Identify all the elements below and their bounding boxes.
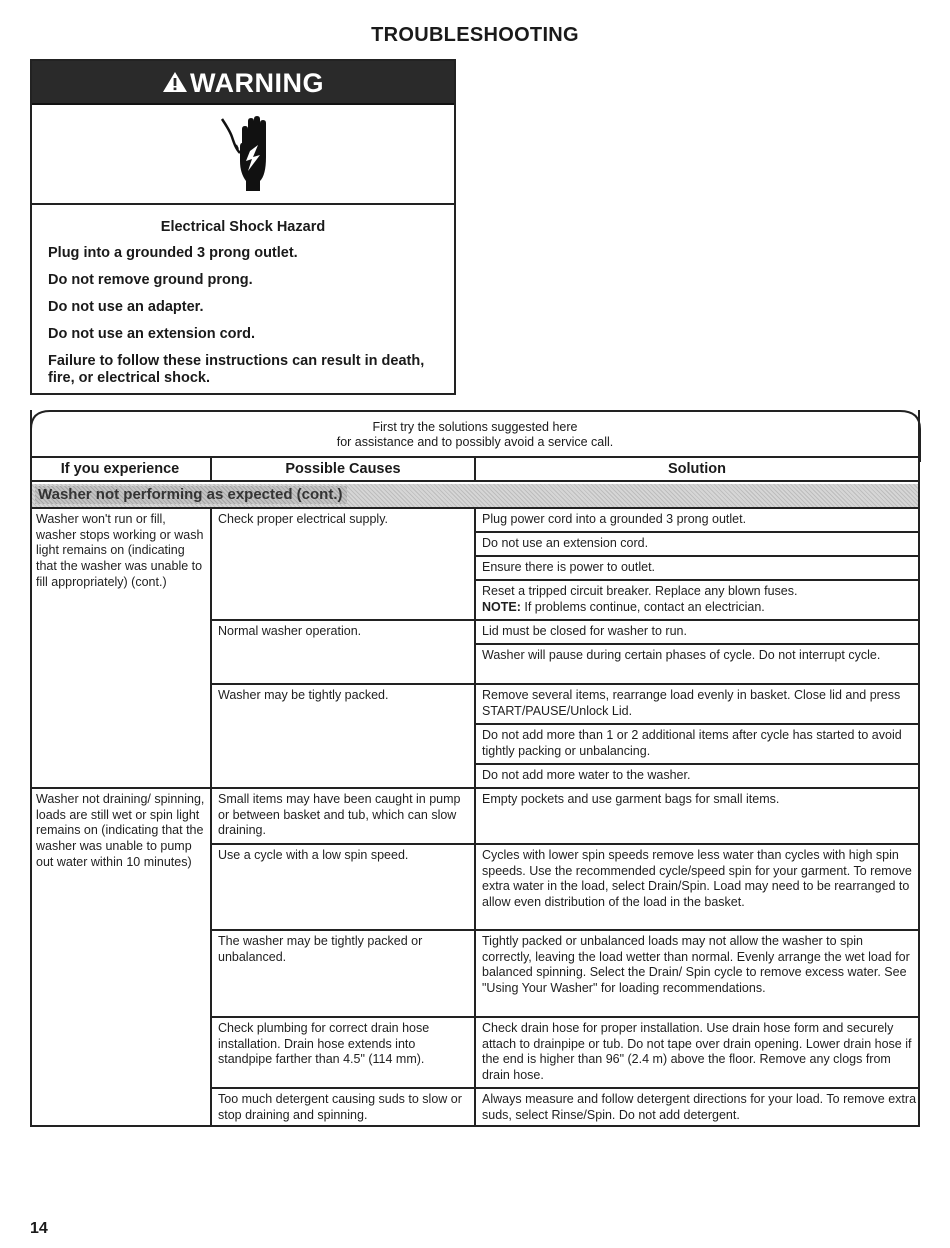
note-label: NOTE: <box>482 599 521 614</box>
warning-box <box>30 59 456 395</box>
solution-text: Lid must be closed for washer to run. <box>482 624 687 638</box>
cause-text: Check plumbing for correct drain hose installation. Drain hose extends into standpipe farther than 4.5" (114 mm). <box>218 1021 430 1067</box>
cause-text: Too much detergent causing suds to slow or stop draining and spinning. <box>218 1092 462 1122</box>
solution-text: Do not add more water to the washer. <box>482 768 691 782</box>
solution-text: Plug power cord into a grounded 3 prong outlet. <box>482 512 747 526</box>
solution-text: Do not use an extension cord. <box>482 536 649 550</box>
warning-line: Plug into a grounded 3 prong outlet. <box>48 245 298 261</box>
solution-separator <box>475 531 920 533</box>
cause-text: Washer may be tightly packed. <box>218 688 389 702</box>
warning-triangle-icon <box>162 71 188 93</box>
solution-separator <box>475 579 920 581</box>
warning-icon-area <box>32 105 454 205</box>
electric-shock-hand-icon <box>220 115 280 195</box>
solution-separator <box>475 723 920 725</box>
cause-text: Check proper electrical supply. <box>218 512 388 526</box>
cause-text: Small items may have been caught in pump or between basket and tub, which can slow draining. <box>218 792 461 838</box>
cause-text: Normal washer operation. <box>218 624 362 638</box>
column-header-experience: If you experience <box>60 461 180 477</box>
column-header-causes: Possible Causes <box>285 461 401 477</box>
page-number: 14 <box>30 1220 48 1237</box>
warning-header-text: WARNING <box>190 68 324 98</box>
column-header-solution: Solution <box>668 461 726 477</box>
section-bar <box>32 484 918 509</box>
solution-text: Remove several items, rearrange load evenly in basket. Close lid and press START/PAUSE/Unlock Lid. <box>482 688 901 718</box>
solution-text: Washer will pause during certain phases of cycle. Do not interrupt cycle. <box>482 648 881 662</box>
solution-note <box>482 600 916 616</box>
warning-line: Failure to follow these instructions can result in death, fire, or electrical shock. <box>48 353 425 386</box>
section-title: Washer not performing as expected (cont.) <box>35 486 347 504</box>
warning-line: Do not use an adapter. <box>48 299 204 315</box>
row-separator <box>211 1016 920 1018</box>
table-intro-line: First try the solutions suggested here <box>372 420 578 434</box>
warning-line: Do not use an extension cord. <box>48 326 256 342</box>
solution-text: Always measure and follow detergent directions for your load. To remove extra suds, select Rinse/Spin. Do not add detergent. <box>482 1092 917 1122</box>
problem-text: Washer won't run or fill, washer stops working or wash light remains on (indicating that the washer was unable to fill appropriately) (cont.) <box>36 512 204 589</box>
solution-separator <box>475 763 920 765</box>
solution-text: Cycles with lower spin speeds remove less water than cycles with high spin speeds. Use the recommended cycle/speed spin for your garment. To remove extra water in the load, select Drain/Spin. Load may need to be rearranged to allow even distribution of the load in the basket. <box>482 848 912 910</box>
note-text: If problems continue, contact an electrician. <box>520 599 765 614</box>
solution-separator <box>475 643 920 645</box>
row-separator <box>211 843 920 845</box>
table-intro <box>30 420 920 450</box>
problem-text: Washer not draining/ spinning, loads are still wet or spin light remains on (indicating that the washer was unable to pump out water within 10 minutes) <box>36 792 205 869</box>
row-separator <box>211 1087 920 1089</box>
solution-text: Tightly packed or unbalanced loads may not allow the washer to spin correctly, leaving the load wetter than normal. Evenly arrange the wet load for balanced spinning. Select the Drain/ Spin cycle to remove excess water. See "Using Your Washer" for loading recommendations. <box>482 934 910 996</box>
warning-text <box>32 205 454 387</box>
warning-header <box>32 61 454 105</box>
column-divider <box>210 509 212 1126</box>
row-separator <box>211 929 920 931</box>
solution-text: Do not add more than 1 or 2 additional items after cycle has started to avoid tightly packing or unbalancing. <box>482 728 902 758</box>
row-separator <box>211 619 920 621</box>
cause-text: The washer may be tightly packed or unbalanced. <box>218 934 423 964</box>
table-intro-line: for assistance and to possibly avoid a service call. <box>336 435 614 449</box>
solution-cell <box>482 584 916 615</box>
solution-text: Check drain hose for proper installation. Use drain hose form and securely attach to drainpipe or tub. Do not tape over drain opening. Lower drain hose if the end is higher than 96" (2.4 m) above the floor. Remove any clogs from drain hose. <box>482 1021 912 1083</box>
solution-text: Empty pockets and use garment bags for small items. <box>482 792 780 806</box>
warning-subtitle: Electrical Shock Hazard <box>160 219 326 235</box>
column-divider <box>474 509 476 1126</box>
solution-text: Reset a tripped circuit breaker. Replace any blown fuses. <box>482 584 798 598</box>
header-divider <box>210 456 212 482</box>
header-divider <box>474 456 476 482</box>
cause-text: Use a cycle with a low spin speed. <box>218 848 409 862</box>
warning-line: Do not remove ground prong. <box>48 272 253 288</box>
row-separator <box>30 787 920 789</box>
row-separator <box>211 683 920 685</box>
page-title: TROUBLESHOOTING <box>371 24 579 46</box>
solution-separator <box>475 555 920 557</box>
solution-text: Ensure there is power to outlet. <box>482 560 656 574</box>
